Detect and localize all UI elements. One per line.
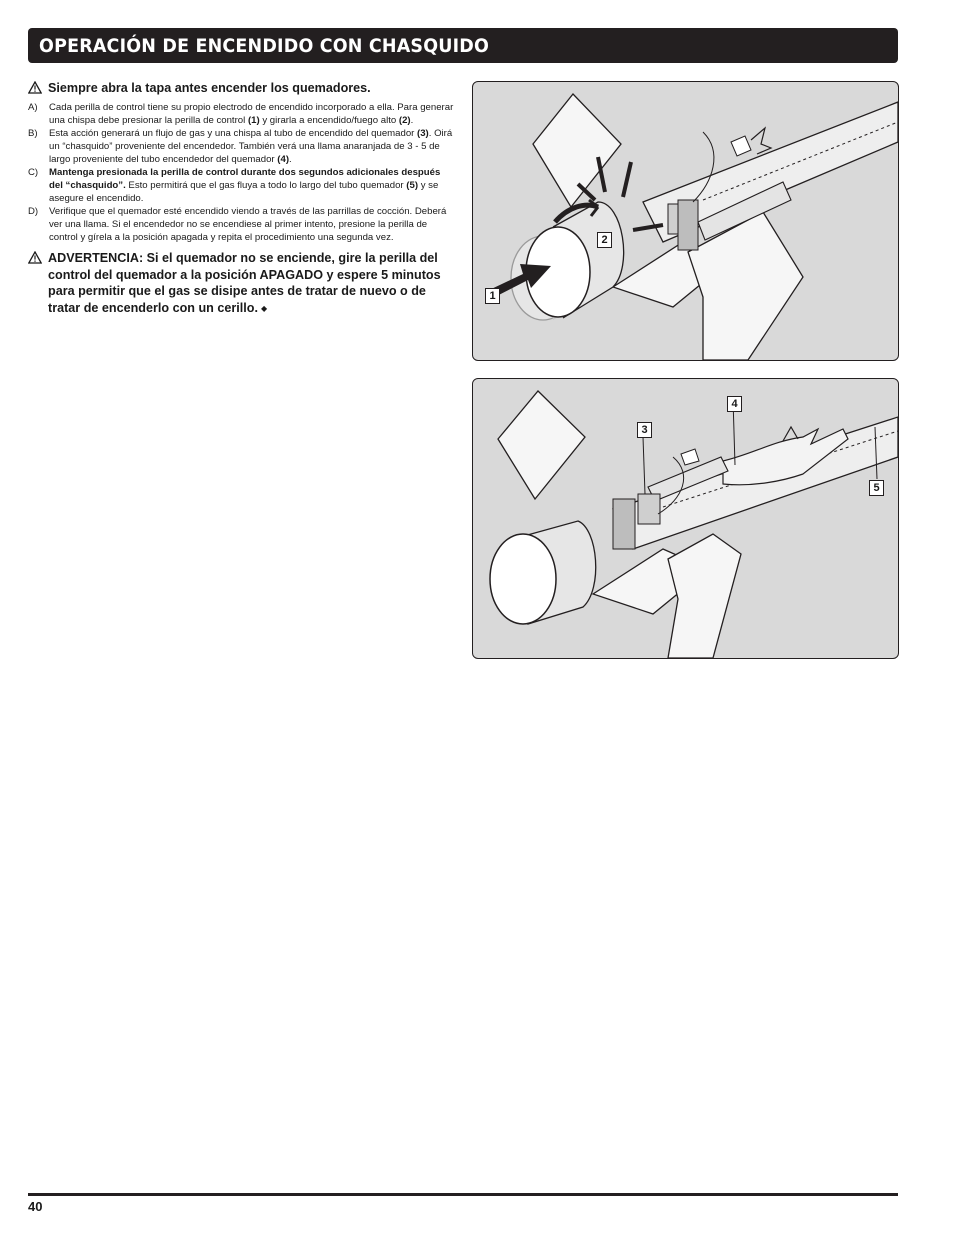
footer-rule: [28, 1193, 898, 1196]
callout-1: 1: [485, 288, 500, 304]
step-letter: B): [28, 128, 38, 139]
step-d: [28, 205, 456, 244]
step-letter: C): [28, 167, 39, 178]
step-text: Verifique que el quemador esté encendido viendo a través de las parrillas de cocción. Deberá ver una llama. Si el encendedor no se encendiese al primer intento, presione la perilla de control y gírela a la posición apagada y repita el procedimiento una segunda vez.: [49, 206, 447, 243]
section-title-bar: [28, 28, 898, 63]
burner-flame-illustration: [473, 379, 898, 658]
figure-press-turn-knob: [472, 81, 899, 361]
open-lid-warning: [28, 80, 456, 96]
section-title: OPERACIÓN DE ENCENDIDO CON CHASQUIDO: [39, 35, 490, 57]
step-text: Mantenga presionada la perilla de control durante dos segundos adicionales después del “chasquido”. Esto permitirá que el gas fluya a todo lo largo del tubo quemador (5) y se asegure el encendido.: [49, 167, 441, 204]
ignition-steps: [28, 101, 456, 244]
callout-3: 3: [637, 422, 652, 438]
step-c: [28, 166, 456, 205]
step-a: [28, 101, 456, 127]
burner-warning: [28, 250, 456, 317]
figure-burner-flame: [472, 378, 899, 659]
warning-triangle-icon: [28, 251, 42, 264]
callout-5: 5: [869, 480, 884, 496]
instructions-column: [28, 80, 456, 317]
step-b: [28, 127, 456, 166]
step-text: Cada perilla de control tiene su propio electrodo de encendido incorporado a ella. Para generar una chispa debe presionar la perilla de control (1) y girarla a encendido/fuego alto (2).: [49, 102, 454, 126]
warning-triangle-icon: [28, 81, 42, 94]
callout-4: 4: [727, 396, 742, 412]
knob-spark-illustration: [473, 82, 898, 360]
step-letter: A): [28, 102, 38, 113]
step-letter: D): [28, 206, 39, 217]
step-text: Esta acción generará un flujo de gas y una chispa al tubo de encendido del quemador (3). Oirá un “chasquido” proveniente del encendedor. También verá una llama anaranjada de 3 - 5 de largo proveniente del tubo encendedor del quemador (4).: [49, 128, 453, 165]
page-number: 40: [28, 1199, 43, 1214]
burner-warning-text: ADVERTENCIA: Si el quemador no se enciende, gire la perilla del control del quemador a la posición APAGADO y espere 5 minutos para permitir que el gas se disipe antes de tratar de nuevo o de tratar de encenderlo con un cerillo. ◆: [48, 251, 441, 315]
end-mark: ◆: [260, 303, 268, 313]
callout-2: 2: [597, 232, 612, 248]
open-lid-warning-text: Siempre abra la tapa antes encender los quemadores.: [48, 81, 371, 95]
